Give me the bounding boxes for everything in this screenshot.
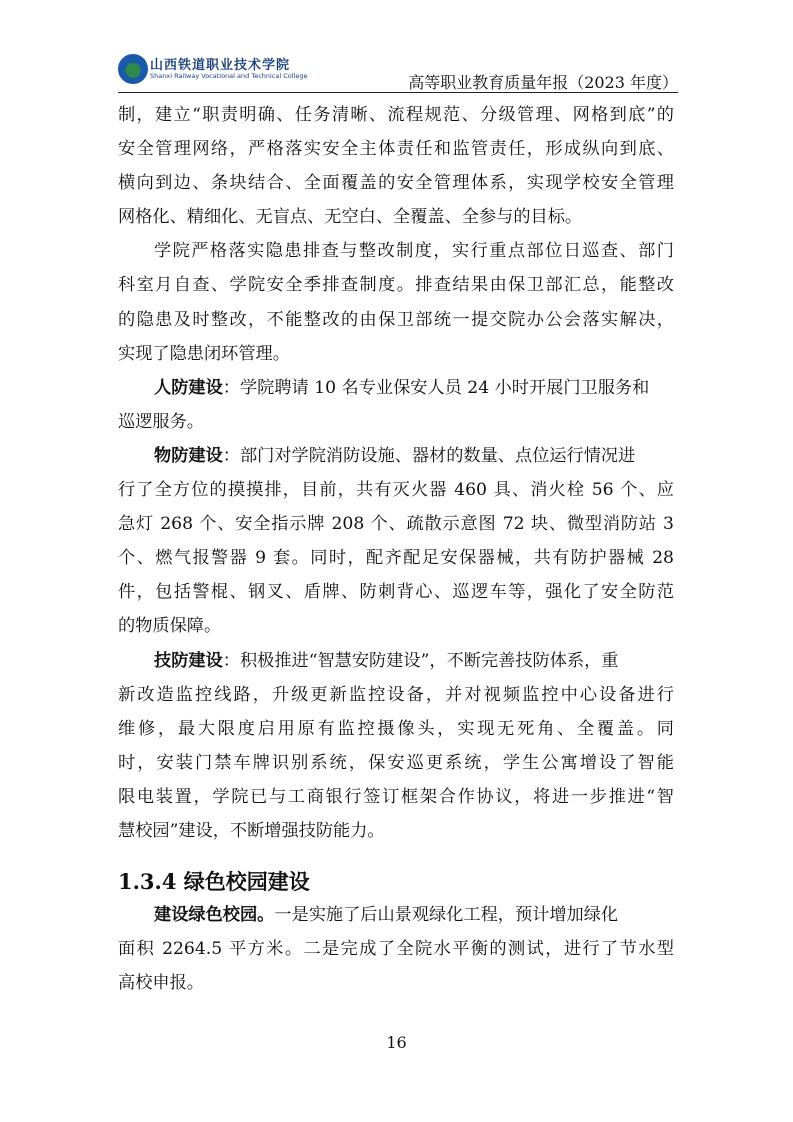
text-run: 一是实施了后山景观绿化工程，预计增加绿化	[274, 905, 619, 925]
text-line: 科室月自查、学院安全季排查制度。排查结果由保卫部汇总，能整改	[118, 275, 674, 296]
text-line: 巡逻服务。	[118, 411, 204, 432]
text-line: 的物质保障。	[118, 616, 222, 637]
section-heading: 1.3.4 绿色校园建设	[118, 869, 310, 894]
text-line: 横向到边、条块结合、全面覆盖的安全管理体系，实现学校安全管理	[118, 173, 674, 194]
paragraph-label: 建设绿色校园。	[154, 905, 275, 925]
text-run: ：积极推进“智慧安防建设”，不断完善技防体系，重	[222, 650, 619, 671]
text-line: 制，建立“职责明确、任务清晰、流程规范、分级管理、网格到底”的	[118, 105, 674, 125]
text-line: 维修，最大限度启用原有监控摄像头，实现无死角、全覆盖。同	[118, 718, 674, 739]
page-number: 16	[386, 1033, 407, 1052]
text-line: 的隐患及时整改，不能整改的由保卫部统一提交院办公会落实解决，	[118, 309, 674, 330]
text-run: ：学院聘请 10 名专业保安人员 24 小时开展门卫服务和	[222, 377, 650, 398]
text-line: 急灯 268 个、安全指示牌 208 个、疏散示意图 72 块、微型消防站 3	[118, 514, 674, 535]
report-title: 高等职业教育质量年报（2023 年度）	[408, 73, 678, 92]
text-line: 慧校园”建设，不断增强技防能力。	[118, 820, 385, 841]
text-line: 实现了隐患闭环管理。	[118, 343, 290, 364]
paragraph-label: 技防建设	[154, 650, 223, 671]
text-line: 件，包括警棍、钢叉、盾牌、防刺背心、巡逻车等，强化了安全防范	[118, 582, 674, 603]
text-line	[118, 371, 674, 405]
text-line: 高校申报。	[118, 973, 204, 994]
text-line: 学院严格落实隐患排查与整改制度，实行重点部位日巡查、部门	[154, 241, 674, 262]
text-line: 限电装置，学院已与工商银行签订框架合作协议，将进一步推进“智	[118, 786, 674, 807]
logo-english-name: Shanxi Railway Vocational and Technical College	[150, 72, 308, 80]
college-emblem-icon	[118, 54, 148, 84]
text-line: 时，安装门禁车牌识别系统，保安巡更系统，学生公寓增设了智能	[118, 752, 674, 773]
text-line	[118, 644, 674, 678]
college-logo	[118, 54, 378, 88]
page-body-continued	[118, 898, 674, 1000]
text-line	[118, 439, 674, 473]
text-line: 面积 2264.5 平方米。二是完成了全院水平衡的测试，进行了节水型	[118, 939, 674, 960]
text-run: ：部门对学院消防设施、器材的数量、点位运行情况进	[222, 445, 636, 466]
page-body	[118, 98, 674, 848]
paragraph-label: 人防建设	[154, 377, 223, 398]
paragraph-label: 物防建设	[154, 445, 223, 466]
page-header	[118, 52, 678, 92]
text-line: 个、燃气报警器 9 套。同时，配齐配足安保器械，共有防护器械 28	[118, 548, 674, 569]
text-line: 安全管理网络，严格落实安全主体责任和监管责任，形成纵向到底、	[118, 139, 674, 160]
text-line: 行了全方位的摸摸排，目前，共有灭火器 460 具、消火栓 56 个、应	[118, 480, 674, 501]
text-line: 新改造监控线路，升级更新监控设备，并对视频监控中心设备进行	[118, 684, 674, 705]
text-line	[118, 898, 674, 932]
logo-chinese-name: 山西铁道职业技术学院	[150, 58, 291, 73]
text-line: 网格化、精细化、无盲点、无空白、全覆盖、全参与的目标。	[118, 207, 583, 228]
header-divider	[118, 92, 678, 93]
